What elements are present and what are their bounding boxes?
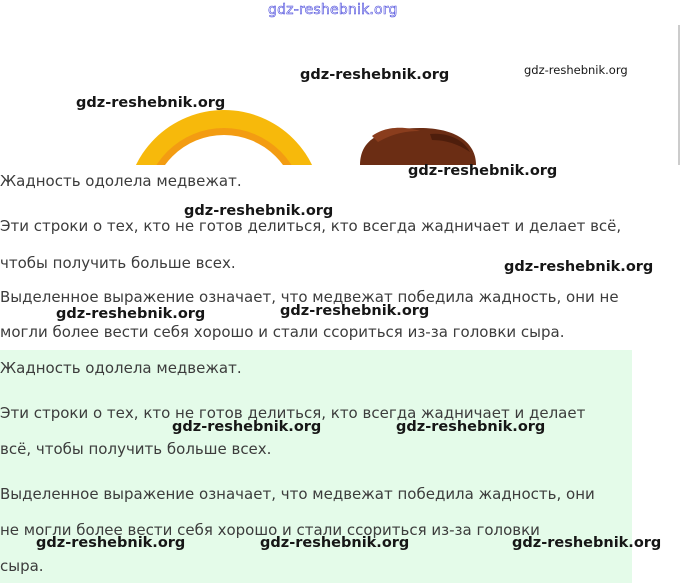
watermark: gdz-reshebnik.org: [260, 535, 410, 551]
watermark: gdz-reshebnik.org: [76, 95, 226, 111]
answer-line: не могли более вести себя хорошо и стали ссориться из-за головки: [0, 521, 540, 539]
answer-line: Жадность одолела медвежат.: [0, 359, 242, 377]
watermark: gdz-reshebnik.org: [396, 419, 546, 435]
watermark: gdz-reshebnik.org: [56, 306, 206, 322]
site-url-header[interactable]: gdz-reshebnik.org: [268, 2, 398, 18]
text-line: Эти строки о тех, кто не готов делиться, кто всегда жадничает и делает всё,: [0, 217, 622, 235]
watermark: gdz-reshebnik.org: [524, 63, 628, 77]
watermark: gdz-reshebnik.org: [36, 535, 186, 551]
watermark: gdz-reshebnik.org: [172, 419, 322, 435]
answer-line: сыра.: [0, 557, 44, 575]
bear-head-illustration: [360, 128, 476, 165]
text-line: могли более вести себя хорошо и стали ссориться из-за головки сыра.: [0, 323, 565, 341]
answer-line: всё, чтобы получить больше всех.: [0, 440, 272, 458]
watermark: gdz-reshebnik.org: [512, 535, 662, 551]
cheese-illustration: [126, 110, 322, 165]
text-line: чтобы получить больше всех.: [0, 254, 236, 272]
text-line: Выделенное выражение означает, что медвежат победила жадность, они не: [0, 288, 619, 306]
watermark: gdz-reshebnik.org: [184, 203, 334, 219]
answer-line: Эти строки о тех, кто не готов делиться, кто всегда жадничает и делает: [0, 404, 586, 422]
watermark: gdz-reshebnik.org: [300, 67, 450, 83]
watermark: gdz-reshebnik.org: [408, 163, 558, 179]
answer-line: Выделенное выражение означает, что медвежат победила жадность, они: [0, 485, 595, 503]
watermark: gdz-reshebnik.org: [504, 259, 654, 275]
watermark: gdz-reshebnik.org: [280, 303, 430, 319]
text-line: Жадность одолела медвежат.: [0, 172, 242, 190]
